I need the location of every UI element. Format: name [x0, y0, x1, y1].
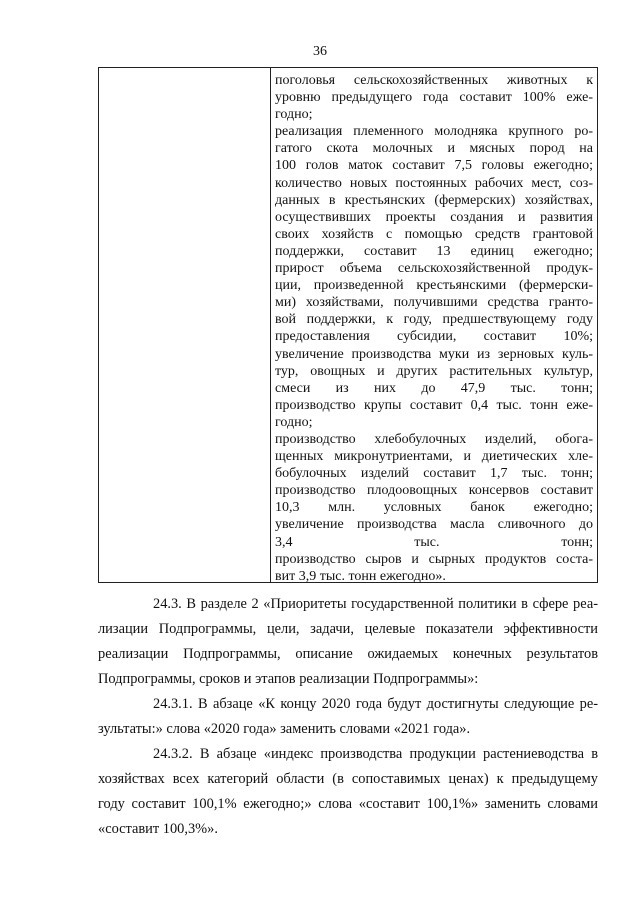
text-line: зультаты:» слова «2020 года» заменить словами «2021 года».	[98, 721, 471, 737]
text-line: Подпрограммы, сроков и этапов реализации Подпрограммы»:	[98, 671, 479, 687]
indicators-table	[98, 67, 598, 583]
paragraph-24-3-1	[98, 692, 598, 742]
text-line: «составит 100,3%».	[98, 821, 218, 837]
text-line: 100 голов маток составит 7,5 головы ежегодно;	[275, 158, 593, 174]
table-cell-indicators	[275, 72, 593, 585]
text-line: поголовья сельскохозяйственных животных к	[275, 73, 593, 88]
text-line: 24.3.2. В абзаце «индекс производства продукции растениеводства в	[153, 746, 598, 762]
text-line: уровню предыдущего года составит 100% еже-	[275, 90, 593, 106]
text-line: производство плодоовощных консервов составит	[275, 483, 593, 499]
text-line: своих хозяйств с помощью средств грантовой	[275, 226, 593, 242]
text-line: реализация племенного молодняка крупного ро-	[275, 124, 593, 140]
text-line: производство хлебобулочных изделий, обога-	[275, 431, 593, 447]
text-line: предоставления субсидии, составит 10%;	[275, 329, 593, 345]
text-line: вит 3,9 тыс. тонн ежегодно».	[275, 568, 446, 584]
text-line: хозяйствах всех категорий области (в сопоставимых ценах) к предыдущему	[98, 771, 598, 787]
text-line: ции, произведенной крестьянскими (фермерски-	[275, 278, 593, 294]
text-line: 3,4 тыс. тонн;	[275, 534, 593, 550]
text-line: осуществивших проекты создания и развития	[275, 209, 593, 225]
text-line: данных в крестьянских (фермерских) хозяйствах,	[275, 192, 593, 208]
text-line: количество новых постоянных рабочих мест, соз-	[275, 175, 593, 191]
text-line: производство крупы составит 0,4 тыс. тонн еже-	[275, 397, 593, 413]
text-line: году составит 100,1% ежегодно;» слова «составит 100,1%» заменить словами	[98, 796, 598, 812]
text-line: ми) хозяйствами, получившими средства грантo-	[275, 295, 593, 311]
text-line: лизации Подпрограммы, цели, задачи, целевые показатели эффективности	[98, 621, 598, 637]
text-line: поддержки, составит 13 единиц ежегодно;	[275, 243, 593, 259]
text-line: тур, овощных и других растительных культур,	[275, 363, 593, 379]
paragraph-24-3-2	[98, 742, 598, 842]
text-line: реализации Подпрограммы, описание ожидаемых конечных результатов	[98, 646, 598, 662]
paragraph-24-3	[98, 592, 598, 692]
text-line: прирост объема сельскохозяйственной продук-	[275, 261, 593, 277]
text-line: производство сыров и сырных продуктов соста-	[275, 551, 593, 567]
table-column-divider	[270, 68, 271, 582]
text-line: увеличение производства муки из зерновых куль-	[275, 346, 593, 362]
text-line: вой поддержки, к году, предшествующему году	[275, 312, 593, 328]
text-line: 24.3. В разделе 2 «Приоритеты государственной политики в сфере реа-	[153, 596, 598, 612]
text-line: гатого скота молочных и мясных пород на	[275, 141, 593, 157]
text-line: смеси из них до 47,9 тыс. тонн;	[275, 380, 593, 396]
text-line: щенных микронутриентами, и диетических хле-	[275, 449, 593, 465]
text-line: увеличение производства масла сливочного до	[275, 517, 593, 533]
text-line: 24.3.1. В абзаце «К концу 2020 года будут достигнуты следующие ре-	[153, 696, 598, 712]
text-line: бобулочных изделий составит 1,7 тыс. тонн;	[275, 466, 593, 482]
text-line: годно;	[275, 107, 313, 123]
page-number: 36	[313, 44, 327, 59]
text-line: годно;	[275, 414, 313, 430]
text-line: 10,3 млн. условных банок ежегодно;	[275, 500, 593, 516]
